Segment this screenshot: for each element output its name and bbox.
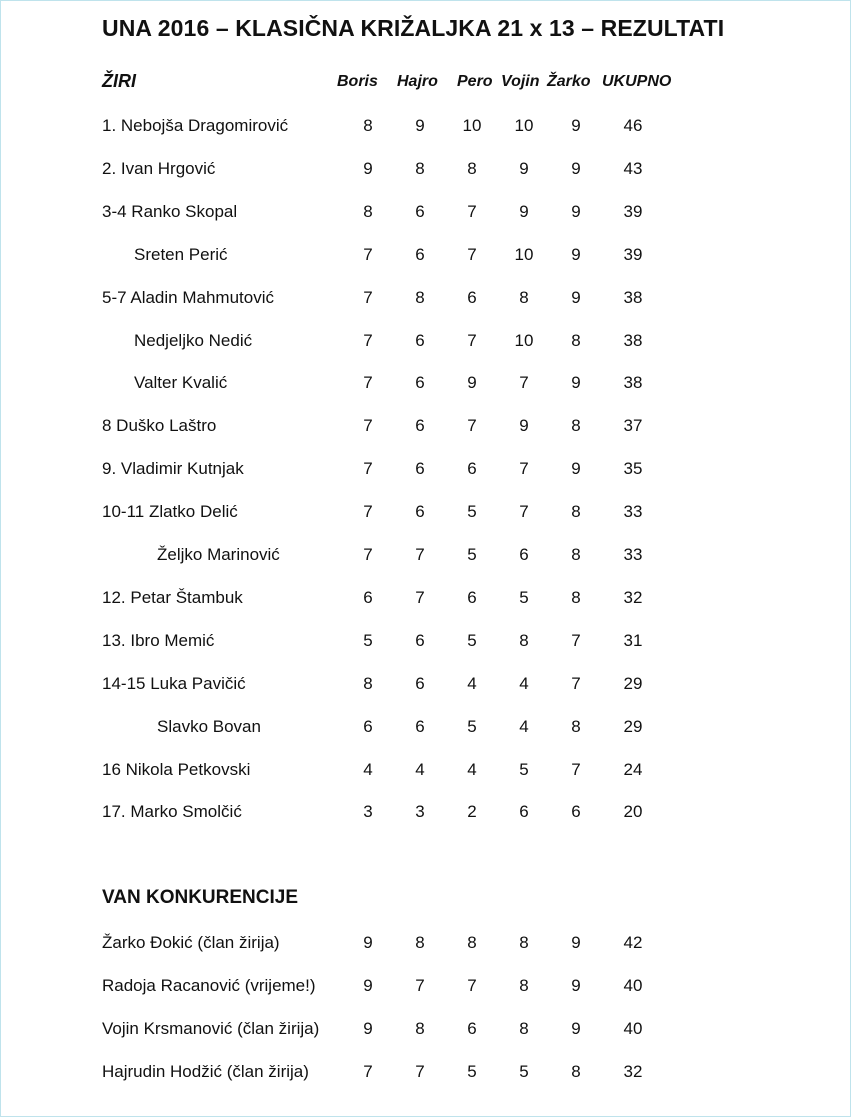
- column-header-hajro: Hajro: [397, 73, 438, 90]
- score-zarko: 9: [571, 459, 581, 478]
- score-hajro: 6: [415, 631, 425, 650]
- score-boris: 8: [363, 202, 373, 221]
- score-boris: 7: [363, 502, 373, 521]
- column-header-zarko: Žarko: [547, 73, 591, 90]
- table-row: [1, 717, 850, 741]
- contestant-name: Slavko Bovan: [157, 717, 261, 736]
- score-boris: 4: [363, 760, 373, 779]
- score-zarko: 6: [571, 802, 581, 821]
- contestant-name: 17. Marko Smolčić: [102, 802, 242, 821]
- score-boris: 3: [363, 802, 373, 821]
- score-pero: 10: [462, 116, 482, 135]
- score-total: 38: [623, 288, 643, 307]
- score-boris: 9: [363, 933, 373, 952]
- contestant-name: Vojin Krsmanović (član žirija): [102, 1019, 320, 1038]
- score-total: 38: [623, 373, 643, 392]
- score-vojin: 9: [519, 159, 529, 178]
- column-header-pero: Pero: [457, 73, 493, 90]
- score-total: 46: [623, 116, 643, 135]
- score-hajro: 7: [415, 976, 425, 995]
- table-row: [1, 288, 850, 312]
- score-vojin: 6: [519, 545, 529, 564]
- column-header-boris: Boris: [337, 73, 378, 90]
- score-vojin: 9: [519, 416, 529, 435]
- score-vojin: 9: [519, 202, 529, 221]
- column-header-vojin: Vojin: [501, 73, 540, 90]
- table-row: [1, 1019, 850, 1043]
- score-zarko: 9: [571, 116, 581, 135]
- score-zarko: 8: [571, 1062, 581, 1081]
- score-hajro: 6: [415, 202, 425, 221]
- score-hajro: 8: [415, 933, 425, 952]
- score-pero: 7: [467, 416, 477, 435]
- contestant-name: Valter Kvalić: [134, 373, 228, 392]
- score-zarko: 8: [571, 588, 581, 607]
- score-hajro: 4: [415, 760, 425, 779]
- score-vojin: 8: [519, 976, 529, 995]
- score-hajro: 6: [415, 459, 425, 478]
- score-pero: 5: [467, 502, 477, 521]
- score-vojin: 4: [519, 717, 529, 736]
- score-hajro: 6: [415, 373, 425, 392]
- score-vojin: 8: [519, 933, 529, 952]
- score-hajro: 7: [415, 1062, 425, 1081]
- contestant-name: 14-15 Luka Pavičić: [102, 674, 246, 693]
- score-vojin: 7: [519, 502, 529, 521]
- contestant-name: Radoja Racanović (vrijeme!): [102, 976, 316, 995]
- score-pero: 2: [467, 802, 477, 821]
- table-row: [1, 202, 850, 226]
- score-hajro: 3: [415, 802, 425, 821]
- score-total: 24: [623, 760, 643, 779]
- score-pero: 4: [467, 760, 477, 779]
- score-vojin: 6: [519, 802, 529, 821]
- score-vojin: 7: [519, 373, 529, 392]
- score-boris: 9: [363, 1019, 373, 1038]
- score-zarko: 8: [571, 331, 581, 350]
- score-hajro: 7: [415, 545, 425, 564]
- score-pero: 6: [467, 459, 477, 478]
- score-hajro: 6: [415, 674, 425, 693]
- contestant-name: 8 Duško Laštro: [102, 416, 217, 435]
- score-pero: 7: [467, 331, 477, 350]
- score-zarko: 9: [571, 1019, 581, 1038]
- table-row: [1, 459, 850, 483]
- score-hajro: 6: [415, 416, 425, 435]
- score-hajro: 6: [415, 502, 425, 521]
- score-boris: 8: [363, 116, 373, 135]
- score-zarko: 8: [571, 416, 581, 435]
- score-vojin: 8: [519, 631, 529, 650]
- score-total: 31: [623, 631, 643, 650]
- table-row: [1, 159, 850, 183]
- score-vojin: 10: [514, 116, 534, 135]
- score-boris: 8: [363, 674, 373, 693]
- table-row: [1, 631, 850, 655]
- score-total: 35: [623, 459, 643, 478]
- jury-label: ŽIRI: [102, 71, 136, 91]
- score-hajro: 8: [415, 159, 425, 178]
- score-boris: 7: [363, 245, 373, 264]
- score-vojin: 5: [519, 760, 529, 779]
- score-boris: 9: [363, 976, 373, 995]
- contestant-name: 2. Ivan Hrgović: [102, 159, 216, 178]
- table-row: [1, 1062, 850, 1086]
- score-zarko: 8: [571, 502, 581, 521]
- score-boris: 7: [363, 459, 373, 478]
- score-pero: 8: [467, 933, 477, 952]
- table-row: [1, 760, 850, 784]
- score-total: 37: [623, 416, 643, 435]
- score-total: 33: [623, 545, 643, 564]
- score-zarko: 7: [571, 631, 581, 650]
- score-zarko: 9: [571, 976, 581, 995]
- contestant-name: Hajrudin Hodžić (član žirija): [102, 1062, 309, 1081]
- score-total: 29: [623, 717, 643, 736]
- score-zarko: 8: [571, 545, 581, 564]
- table-row: [1, 416, 850, 440]
- table-row: [1, 802, 850, 826]
- table-row: [1, 588, 850, 612]
- score-zarko: 7: [571, 674, 581, 693]
- contestant-name: Žarko Đokić (član žirija): [102, 933, 280, 952]
- score-pero: 7: [467, 202, 477, 221]
- page-title: UNA 2016 – KLASIČNA KRIŽALJKA 21 x 13 – REZULTATI: [102, 15, 725, 41]
- score-total: 40: [623, 976, 643, 995]
- column-header-ukupno: UKUPNO: [602, 73, 672, 90]
- contestant-name: Sreten Perić: [134, 245, 228, 264]
- score-vojin: 8: [519, 288, 529, 307]
- score-vojin: 8: [519, 1019, 529, 1038]
- contestant-name: Nedjeljko Nedić: [134, 331, 253, 350]
- score-total: 32: [623, 1062, 643, 1081]
- score-zarko: 9: [571, 288, 581, 307]
- score-hajro: 9: [415, 116, 425, 135]
- score-pero: 5: [467, 717, 477, 736]
- score-pero: 6: [467, 288, 477, 307]
- score-hajro: 8: [415, 288, 425, 307]
- score-hajro: 6: [415, 717, 425, 736]
- score-vojin: 4: [519, 674, 529, 693]
- score-boris: 7: [363, 373, 373, 392]
- score-total: 43: [623, 159, 643, 178]
- score-boris: 7: [363, 331, 373, 350]
- contestant-name: Željko Marinović: [157, 545, 280, 564]
- score-boris: 6: [363, 588, 373, 607]
- score-zarko: 9: [571, 245, 581, 264]
- table-row: [1, 116, 850, 140]
- score-zarko: 9: [571, 933, 581, 952]
- score-pero: 7: [467, 976, 477, 995]
- score-boris: 7: [363, 288, 373, 307]
- contestant-name: 9. Vladimir Kutnjak: [102, 459, 244, 478]
- table-row: [1, 331, 850, 355]
- score-pero: 6: [467, 588, 477, 607]
- contestant-name: 13. Ibro Memić: [102, 631, 215, 650]
- score-hajro: 7: [415, 588, 425, 607]
- score-total: 32: [623, 588, 643, 607]
- out-of-competition-title: VAN KONKURENCIJE: [102, 887, 299, 908]
- score-pero: 4: [467, 674, 477, 693]
- score-vojin: 5: [519, 588, 529, 607]
- score-zarko: 7: [571, 760, 581, 779]
- contestant-name: 16 Nikola Petkovski: [102, 760, 251, 779]
- score-vojin: 10: [514, 331, 534, 350]
- score-pero: 6: [467, 1019, 477, 1038]
- score-total: 38: [623, 331, 643, 350]
- score-total: 39: [623, 202, 643, 221]
- score-pero: 5: [467, 1062, 477, 1081]
- table-row: [1, 545, 850, 569]
- score-boris: 7: [363, 545, 373, 564]
- contestant-name: 5-7 Aladin Mahmutović: [102, 288, 274, 307]
- score-vojin: 7: [519, 459, 529, 478]
- score-hajro: 6: [415, 245, 425, 264]
- score-pero: 7: [467, 245, 477, 264]
- score-pero: 9: [467, 373, 477, 392]
- score-total: 40: [623, 1019, 643, 1038]
- table-row: [1, 502, 850, 526]
- contestant-name: 10-11 Zlatko Delić: [102, 502, 238, 521]
- score-pero: 8: [467, 159, 477, 178]
- score-boris: 6: [363, 717, 373, 736]
- table-row: [1, 373, 850, 397]
- score-boris: 5: [363, 631, 373, 650]
- table-row: [1, 933, 850, 957]
- table-row: [1, 674, 850, 698]
- score-pero: 5: [467, 545, 477, 564]
- score-total: 42: [623, 933, 643, 952]
- score-vojin: 5: [519, 1062, 529, 1081]
- score-boris: 9: [363, 159, 373, 178]
- score-total: 20: [623, 802, 643, 821]
- score-total: 29: [623, 674, 643, 693]
- table-row: [1, 245, 850, 269]
- score-zarko: 9: [571, 159, 581, 178]
- contestant-name: 12. Petar Štambuk: [102, 588, 243, 607]
- score-pero: 5: [467, 631, 477, 650]
- score-total: 39: [623, 245, 643, 264]
- score-zarko: 9: [571, 202, 581, 221]
- score-total: 33: [623, 502, 643, 521]
- score-zarko: 9: [571, 373, 581, 392]
- contestant-name: 3-4 Ranko Skopal: [102, 202, 238, 221]
- score-hajro: 8: [415, 1019, 425, 1038]
- score-hajro: 6: [415, 331, 425, 350]
- table-row: [1, 976, 850, 1000]
- score-boris: 7: [363, 416, 373, 435]
- score-vojin: 10: [514, 245, 534, 264]
- score-zarko: 8: [571, 717, 581, 736]
- contestant-name: 1. Nebojša Dragomirović: [102, 116, 289, 135]
- score-boris: 7: [363, 1062, 373, 1081]
